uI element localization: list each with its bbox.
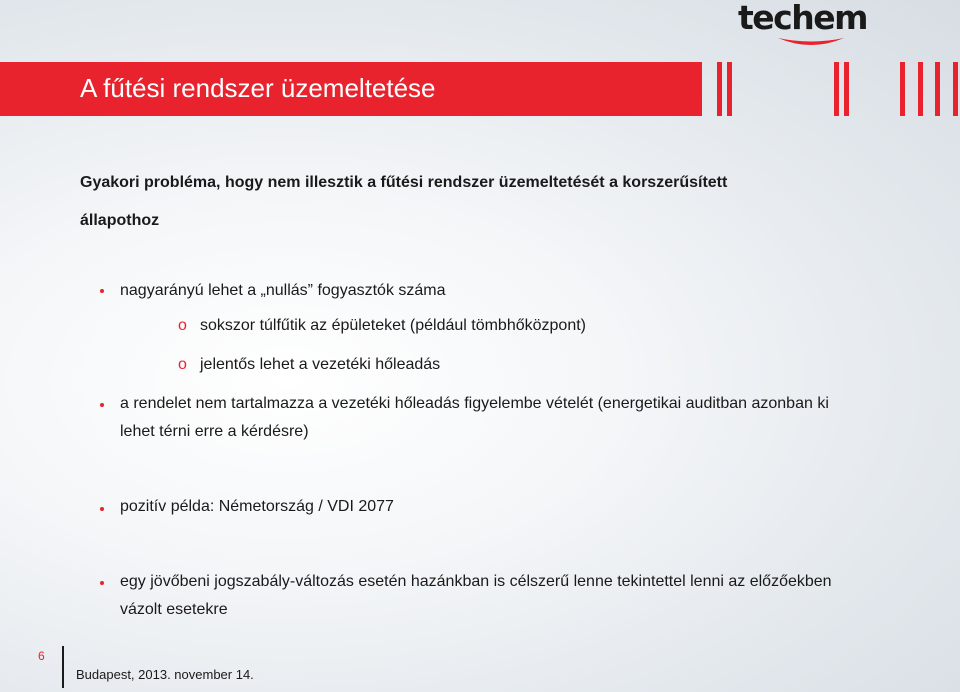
page-number: 6: [38, 649, 45, 663]
bullet-item: egy jövőbeni jogszabály-változás esetén hazánkban is célszerű lenne tekintettel lenni az előzőekben vázolt esetekre: [120, 573, 832, 618]
stripe: [834, 62, 839, 116]
bullet-dot: [100, 289, 104, 293]
sub-bullet-item: sokszor túlfűtik az épületeket (például tömbhőközpont): [200, 317, 586, 334]
stripe: [900, 62, 905, 116]
bullet-dot: [100, 581, 104, 585]
stripe: [953, 62, 958, 116]
stripe: [918, 62, 923, 116]
footer-divider: [62, 646, 64, 688]
sub-bullet-item: jelentős lehet a vezetéki hőleadás: [200, 356, 441, 373]
slide-title: A fűtési rendszer üzemeltetése: [80, 73, 436, 103]
stripe: [717, 62, 722, 116]
techem-logo: [738, 2, 884, 50]
logo-swoosh-icon: [776, 36, 846, 48]
bullet-item: pozitív példa: Németország / VDI 2077: [120, 498, 394, 515]
footer-date: Budapest, 2013. november 14.: [76, 667, 254, 682]
stripe: [727, 62, 732, 116]
stripe: [935, 62, 940, 116]
bullet-dot: [100, 403, 104, 407]
bullet-item: nagyarányú lehet a „nullás” fogyasztók száma: [120, 282, 446, 299]
bullet-dot: [100, 507, 104, 511]
sub-bullet-marker: o: [178, 317, 187, 334]
stripe: [844, 62, 849, 116]
intro-text: Gyakori probléma, hogy nem illesztik a fűtési rendszer üzemeltetését a korszerűsített állapothoz: [80, 174, 728, 229]
bullet-item: a rendelet nem tartalmazza a vezetéki hőleadás figyelembe vételét (energetikai auditban azonban ki lehet térni erre a kérdésre): [120, 395, 829, 440]
logo-wordmark: techem: [738, 0, 867, 37]
sub-bullet-marker: o: [178, 356, 187, 373]
